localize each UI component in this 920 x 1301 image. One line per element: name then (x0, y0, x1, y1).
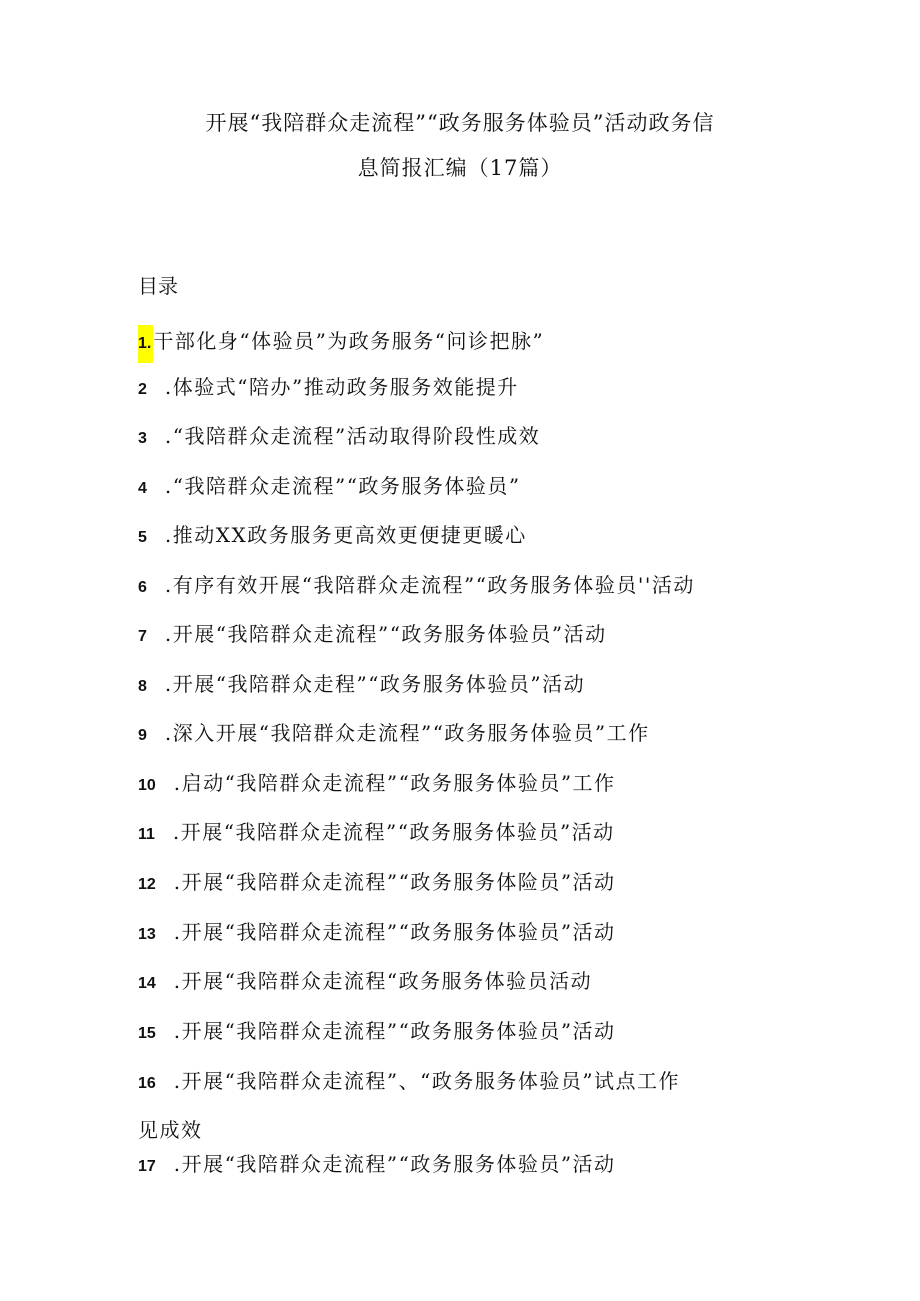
toc-item-number: 7 (138, 628, 147, 645)
toc-item-title: .深入开展“我陪群众走流程”“政务服务体验员”工作 (164, 721, 650, 745)
toc-item-title: .开展“我陪群众走程”“政务服务体验员”活动 (164, 672, 586, 696)
toc-item-3 (138, 423, 540, 452)
toc-item-12 (138, 869, 616, 898)
toc-item-number: 1. (138, 325, 153, 363)
toc-item-title: .有序有效开展“我陪群众走流程”“政务服务体验员''活动 (164, 573, 695, 597)
toc-item-title: .“我陪群众走流程”活动取得阶段性成效 (164, 424, 541, 448)
toc-item-title: 见成效 (138, 1118, 203, 1142)
toc-item-16 (138, 1068, 680, 1097)
toc-item-title: .开展“我陪群众走流程”“政务服务体验员”活动 (173, 1019, 616, 1043)
toc-item-15 (138, 1018, 616, 1047)
document-title-line-1: 开展“我陪群众走流程”“政务服务体验员”活动政务信 (205, 111, 715, 135)
toc-item-11 (138, 819, 615, 848)
toc-item-9 (138, 720, 650, 749)
toc-item-10 (138, 770, 616, 799)
toc-item-number: 2 (138, 381, 147, 398)
toc-item-7 (138, 621, 607, 650)
toc-heading: 目录 (138, 274, 178, 298)
toc-item-number: 10 (138, 777, 156, 794)
toc-item-number: 16 (138, 1075, 156, 1092)
toc-item-title: .开展“我陪群众走流程”“政务服务体验员”活动 (173, 920, 616, 944)
toc-item-title: .开展“我陪群众走流程”“政务服务体验员”活动 (173, 1152, 616, 1176)
toc-item-title: .“我陪群众走流程”“政务服务体验员” (164, 474, 521, 498)
toc-item-number: 6 (138, 579, 147, 596)
toc-item-number: 12 (138, 876, 156, 893)
toc-item-title: .推动XX政务服务更高效更便捷更暖心 (164, 523, 527, 547)
toc-item-16-continued (138, 1117, 203, 1143)
toc-item-title: .体验式“陪办”推动政务服务效能提升 (164, 375, 519, 399)
toc-item-number: 13 (138, 926, 156, 943)
toc-item-number: 3 (138, 430, 147, 447)
toc-item-title: .开展“我陪群众走流程”、“政务服务体验员”试点工作 (173, 1069, 681, 1093)
toc-item-number: 9 (138, 727, 147, 744)
toc-item-1 (138, 325, 544, 363)
toc-item-17 (138, 1151, 616, 1180)
toc-item-13 (138, 919, 616, 948)
toc-item-number: 4 (138, 480, 147, 497)
toc-item-title: .开展“我陪群众走流程”“政务服务体险员”活动 (173, 870, 616, 894)
toc-item-number: 8 (138, 678, 147, 695)
document-title-line-2: 息简报汇编（17篇） (357, 156, 563, 180)
toc-item-title: .开展“我陪群众走流程”“政务服务体验员”活动 (164, 622, 607, 646)
toc-item-5 (138, 522, 527, 551)
toc-item-title: .开展“我陪群众走流程”“政务服务体验员”活动 (172, 820, 615, 844)
toc-item-8 (138, 671, 585, 700)
toc-item-number: 11 (138, 826, 155, 843)
toc-item-title: .开展“我陪群众走流程“政务服务体验员活动 (173, 969, 593, 993)
toc-item-number: 5 (138, 529, 147, 546)
toc-item-14 (138, 968, 592, 997)
toc-item-title: 干部化身“体验员”为政务服务“问诊把脉” (153, 329, 545, 353)
toc-item-2 (138, 374, 519, 403)
toc-item-6 (138, 572, 695, 601)
toc-item-number: 14 (138, 975, 156, 992)
toc-item-title: .启动“我陪群众走流程”“政务服务体验员”工作 (173, 771, 616, 795)
toc-item-number: 15 (138, 1025, 156, 1042)
toc-item-4 (138, 473, 521, 502)
toc-item-number: 17 (138, 1158, 156, 1175)
